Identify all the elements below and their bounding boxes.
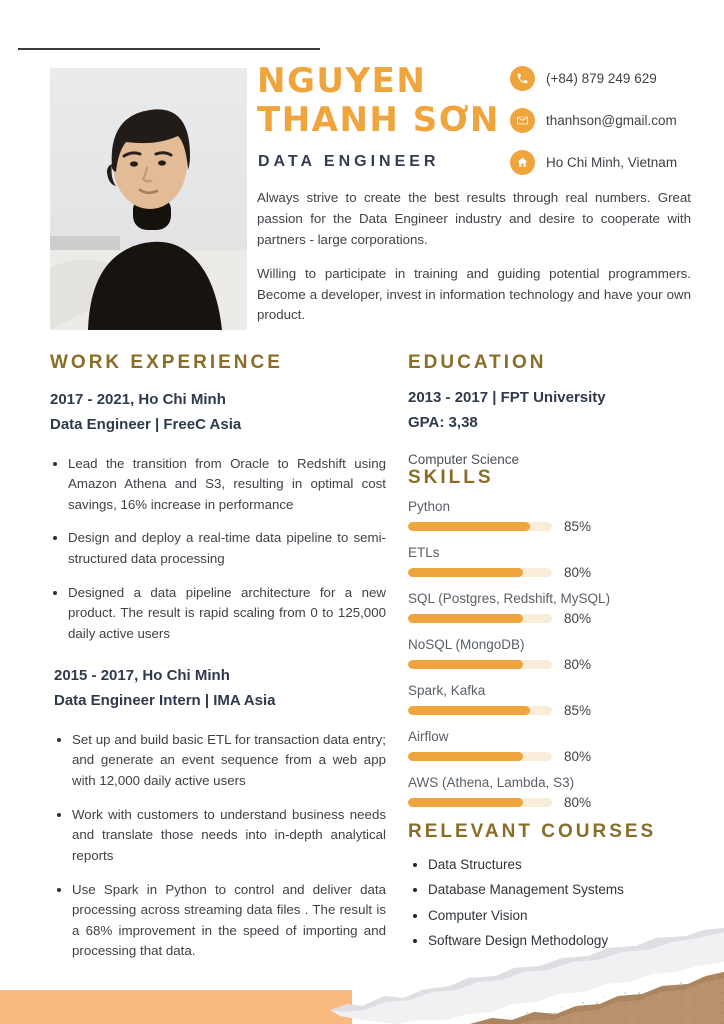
- job-role: Data Engineer | FreeC Asia: [50, 415, 242, 433]
- education-major: Computer Science: [408, 451, 520, 467]
- summary-paragraph: Always strive to create the best results through real numbers. Great passion for the Data Engineer industry and desire to cooperate with partners - large corporations.: [257, 190, 691, 247]
- job-bullet: • Lead the transition from Oracle to Redshift using Amazon Athena and S3, resulting in optimal cost savings, 16% increase in performance: [68, 454, 386, 516]
- skill-bar-row: [408, 657, 708, 672]
- skill-bar-fill: [408, 568, 523, 577]
- name-line-2: THANH SƠN: [257, 100, 500, 140]
- relevant-courses-heading: RELEVANT COURSES: [408, 820, 657, 842]
- skill-percent: 85%: [564, 518, 592, 534]
- contact-block: [510, 66, 677, 192]
- job-role: Data Engineer Intern | IMA Asia: [54, 692, 276, 710]
- skill-item: [408, 683, 708, 718]
- job-bullet: • Work with customers to understand business needs and translate those needs into in-depth analytical reports: [72, 805, 386, 867]
- skill-bar-track: [408, 522, 552, 531]
- skill-bar-row: [408, 611, 708, 626]
- job-entry-ima: [50, 664, 386, 962]
- skill-bar-fill: [408, 752, 523, 761]
- skill-bar-row: [408, 519, 708, 534]
- skill-percent: 85%: [564, 702, 592, 718]
- phone-number: (+84) 879 249 629: [546, 71, 657, 86]
- skill-item: [408, 729, 708, 764]
- email-address: thanhson@gmail.com: [546, 113, 677, 128]
- job-entry-freec: [50, 388, 386, 644]
- skill-item: [408, 775, 708, 810]
- skill-bar-track: [408, 660, 552, 669]
- profile-photo-illustration: [50, 68, 247, 330]
- work-experience-section: [50, 352, 386, 975]
- skill-percent: 80%: [564, 656, 592, 672]
- name-line-1: NGUYEN: [257, 61, 427, 101]
- location-text: Ho Chi Minh, Vietnam: [546, 155, 678, 170]
- skill-label: NoSQL (MongoDB): [408, 636, 525, 652]
- course-item: • Database Management Systems: [428, 880, 708, 900]
- skills-list: [408, 499, 708, 810]
- summary-paragraph: Willing to participate in training and guiding potential programmers. Become a developer, invest in information technology and have your own product.: [257, 265, 691, 323]
- skill-label: AWS (Athena, Lambda, S3): [408, 774, 575, 790]
- skill-percent: 80%: [564, 610, 592, 626]
- course-item: • Software Design Methodology: [428, 931, 708, 951]
- skill-bar-fill: [408, 614, 523, 623]
- skill-bar-row: [408, 565, 708, 580]
- skills-heading: SKILLS: [408, 466, 494, 488]
- profile-photo: [50, 68, 247, 330]
- skill-label: ETLs: [408, 544, 440, 560]
- job-bullets: [50, 454, 386, 645]
- skill-label: Spark, Kafka: [408, 682, 486, 698]
- summary-block: [257, 188, 691, 339]
- skill-bar-fill: [408, 706, 530, 715]
- email-icon: [510, 108, 535, 133]
- candidate-name: [257, 62, 500, 140]
- skill-bar-row: [408, 795, 708, 810]
- education-entry: [408, 386, 708, 467]
- skill-bar-fill: [408, 522, 530, 531]
- torn-paper-decoration: [300, 920, 724, 1024]
- contact-location: [510, 150, 677, 175]
- skill-bar-row: [408, 749, 708, 764]
- skill-bar-track: [408, 706, 552, 715]
- job-bullet: • Use Spark in Python to control and deliver data processing across streaming data files . The result is a 68% improvement in the speed of importing and processing that data.: [72, 880, 386, 962]
- skill-item: [408, 499, 708, 534]
- contact-phone: [510, 66, 677, 91]
- skill-item: [408, 637, 708, 672]
- skill-item: [408, 545, 708, 580]
- skill-label: Python: [408, 498, 451, 514]
- job-title: DATA ENGINEER: [258, 153, 440, 170]
- course-item: • Data Structures: [428, 855, 708, 875]
- phone-icon: [510, 66, 535, 91]
- skill-bar-fill: [408, 798, 523, 807]
- top-divider-line: [18, 48, 320, 50]
- skill-bar-track: [408, 752, 552, 761]
- skill-percent: 80%: [564, 794, 592, 810]
- job-period: 2015 - 2017, Ho Chi Minh: [54, 667, 230, 685]
- home-icon: [510, 150, 535, 175]
- job-bullet: • Design and deploy a real-time data pipeline to semi-structured data processing: [68, 528, 386, 569]
- skill-bar-track: [408, 568, 552, 577]
- skill-bar-track: [408, 798, 552, 807]
- work-experience-heading: WORK EXPERIENCE: [50, 352, 283, 373]
- course-item: • Computer Vision: [428, 906, 708, 926]
- job-bullet: • Designed a data pipeline architecture for a new product. The result is rapid scaling from 0 to 125,000 daily active users: [68, 583, 386, 645]
- education-period-school: 2013 - 2017 | FPT University: [408, 389, 606, 406]
- skill-percent: 80%: [564, 748, 592, 764]
- right-column: [408, 352, 708, 957]
- contact-email: [510, 108, 677, 133]
- skill-item: [408, 591, 708, 626]
- education-gpa: GPA: 3,38: [408, 413, 478, 431]
- skill-bar-fill: [408, 660, 523, 669]
- skill-bar-track: [408, 614, 552, 623]
- skill-bar-row: [408, 703, 708, 718]
- skill-percent: 80%: [564, 564, 592, 580]
- job-bullet: • Set up and build basic ETL for transaction data entry; and generate an event sequence from a web app with 12,000 daily active users: [72, 730, 386, 792]
- skill-label: Airflow: [408, 728, 449, 744]
- skill-label: SQL (Postgres, Redshift, MySQL): [408, 590, 611, 606]
- education-heading: EDUCATION: [408, 352, 547, 373]
- job-period: 2017 - 2021, Ho Chi Minh: [50, 391, 226, 408]
